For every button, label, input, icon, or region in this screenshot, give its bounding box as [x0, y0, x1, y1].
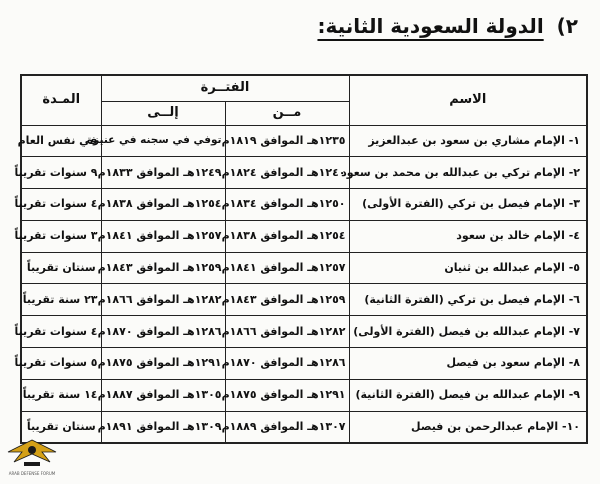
cell-from: ١٣٠٧هـ الموافق ١٨٨٩م — [225, 411, 349, 443]
cell-to: ١٢٥٤هـ الموافق ١٨٣٨م — [101, 189, 225, 221]
cell-to: ١٣٠٥هـ الموافق ١٨٨٧م — [101, 379, 225, 411]
cell-from: ١٢٥٧هـ الموافق ١٨٤١م — [225, 252, 349, 284]
cell-duration: ٩ سنوات تقريباً — [21, 157, 101, 189]
cell-duration: ٢٣ سنة تقريباً — [21, 284, 101, 316]
table-row — [21, 316, 587, 348]
cell-from: ١٢٥٤هـ الموافق ١٨٣٨م — [225, 220, 349, 252]
cell-name: ٣- الإمام فيصل بن تركي (الفترة الأولى) — [349, 189, 587, 221]
cell-to: ١٢٨٦هـ الموافق ١٨٧٠م — [101, 316, 225, 348]
cell-to: ١٢٩١هـ الموافق ١٨٧٥م — [101, 348, 225, 380]
cell-duration: ٥ سنوات تقريباً — [21, 348, 101, 380]
cell-to: ١٢٥٧هـ الموافق ١٨٤١م — [101, 220, 225, 252]
table-row — [21, 252, 587, 284]
header-name: الاسم — [349, 75, 587, 125]
cell-duration: ٤ سنوات تقريباً — [21, 189, 101, 221]
cell-from: ١٢٥٩هـ الموافق ١٨٤٣م — [225, 284, 349, 316]
cell-duration: سنتان تقريباً — [21, 252, 101, 284]
rulers-table — [14, 74, 588, 444]
table-row — [21, 411, 587, 443]
section-heading — [317, 14, 578, 38]
table-row — [21, 220, 587, 252]
header-to: إلــى — [101, 101, 225, 125]
cell-name: ٩- الإمام عبدالله بن فيصل (الفترة الثانية) — [349, 379, 587, 411]
cell-from: ١٢٨٦هـ الموافق ١٨٧٠م — [225, 348, 349, 380]
cell-from: ١٢٣٥هـ الموافق ١٨١٩م — [225, 125, 349, 157]
cell-from: ١٢٥٠هـ الموافق ١٨٣٤م — [225, 189, 349, 221]
cell-from: ١٢٨٢هـ الموافق ١٨٦٦م — [225, 316, 349, 348]
table-row — [21, 125, 587, 157]
cell-duration: في نفس العام — [21, 125, 101, 157]
eagle-emblem-icon — [4, 438, 60, 468]
cell-duration: ١٤ سنة تقريباً — [21, 379, 101, 411]
cell-name: ٨- الإمام سعود بن فيصل — [349, 348, 587, 380]
cell-name: ٥- الإمام عبدالله بن ثنيان — [349, 252, 587, 284]
cell-to: ١٢٤٩هـ الموافق ١٨٣٣م — [101, 157, 225, 189]
cell-name: ١٠- الإمام عبدالرحمن بن فيصل — [349, 411, 587, 443]
table-row — [21, 379, 587, 411]
header-duration: المـدة — [21, 75, 101, 125]
table-row — [21, 284, 587, 316]
cell-to: ١٢٥٩هـ الموافق ١٨٤٣م — [101, 252, 225, 284]
cell-from: ١٢٩١هـ الموافق ١٨٧٥م — [225, 379, 349, 411]
table-row — [21, 348, 587, 380]
cell-duration: سنتان تقريباً — [21, 411, 101, 443]
cell-duration: ٣ سنوات تقريباً — [21, 220, 101, 252]
header-period: الفتــرة — [101, 75, 349, 101]
table-row — [21, 189, 587, 221]
section-number: ٢) — [556, 14, 578, 38]
section-title: الدولة السعودية الثانية: — [317, 14, 544, 38]
cell-to: توفي في سجنه في عنيزة — [101, 125, 225, 157]
cell-name: ٧- الإمام عبدالله بن فيصل (الفترة الأولى) — [349, 316, 587, 348]
table-body — [14, 125, 587, 443]
cell-duration: ٤ سنوات تقريباً — [21, 316, 101, 348]
cell-from: ١٢٤٠هـ الموافق ١٨٢٤م — [225, 157, 349, 189]
cell-to: ١٣٠٩هـ الموافق ١٨٩١م — [101, 411, 225, 443]
table-row — [21, 157, 587, 189]
cell-to: ١٢٨٢هـ الموافق ١٨٦٦م — [101, 284, 225, 316]
cell-name: ٦- الإمام فيصل بن تركي (الفترة الثانية) — [349, 284, 587, 316]
watermark-logo — [4, 438, 60, 478]
cell-name: ٤- الإمام خالد بن سعود — [349, 220, 587, 252]
cell-name: ٢- الإمام تركي بن عبدالله بن محمد بن سعود — [349, 157, 587, 189]
watermark-text: ARAB DEFENSE FORUM — [8, 471, 56, 476]
header-from: مــن — [225, 101, 349, 125]
cell-name: ١- الإمام مشاري بن سعود بن عبدالعزيز — [349, 125, 587, 157]
